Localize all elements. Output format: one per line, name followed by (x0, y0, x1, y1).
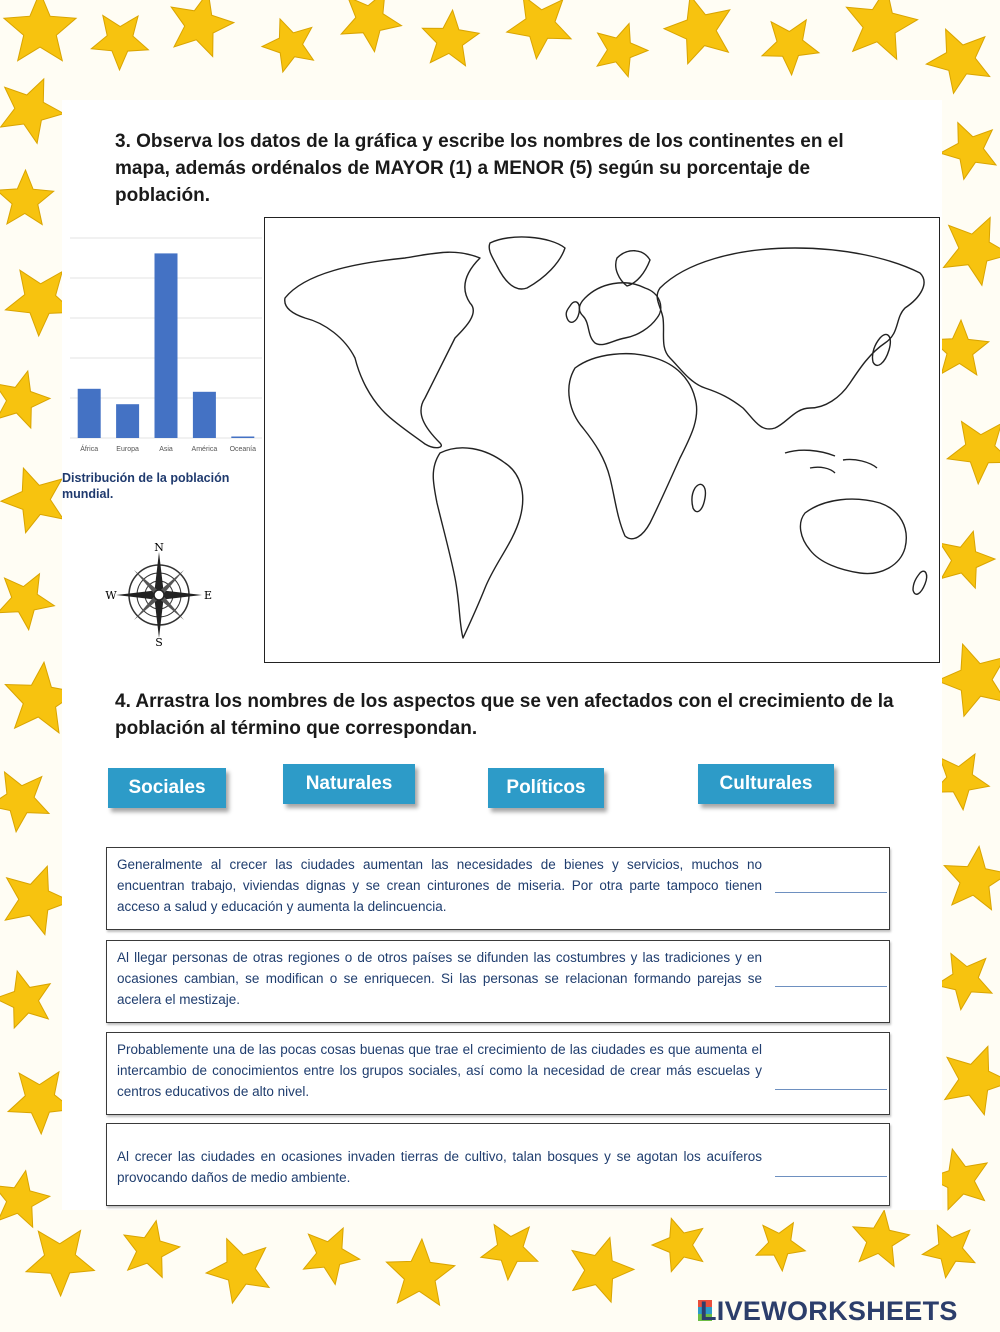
compass-west: W (105, 589, 117, 602)
population-bar-chart (62, 233, 267, 463)
star-icon (937, 644, 1000, 716)
world-map-outline (265, 218, 940, 663)
tag-sociales[interactable]: Sociales (108, 768, 226, 808)
star-icon (422, 10, 479, 66)
star-icon (940, 123, 996, 180)
star-icon (0, 1171, 50, 1228)
tag-politicos[interactable]: Políticos (488, 768, 604, 808)
chart-caption: Distribución de la población mundial. (62, 471, 230, 501)
star-icon (0, 371, 50, 428)
star-icon (1, 468, 63, 533)
star-icon (124, 1221, 180, 1278)
star-icon (926, 29, 989, 93)
chart-tick-label-0: África (80, 446, 99, 453)
compass-rose-icon (104, 540, 214, 650)
world-map-drop-area[interactable] (264, 217, 940, 663)
card-2 (106, 940, 890, 1023)
chart-bar-1 (116, 404, 139, 438)
chart-bar-4 (231, 437, 254, 439)
star-icon (386, 1239, 454, 1305)
star-icon (846, 0, 917, 59)
star-icon (341, 0, 401, 52)
star-icon (944, 217, 1000, 285)
chart-tick-label-3: América (191, 446, 218, 453)
compass-north: N (154, 541, 164, 554)
chart-bar-2 (155, 253, 178, 438)
chart-tick-label-1: Europa (116, 446, 139, 453)
question-4-text: 4. Arrastra los nombres de los aspectos que se ven afectados con el crecimiento de la población al término que correspondan. (115, 691, 894, 739)
star-icon (664, 0, 730, 64)
card-2-text: Al llegar personas de otras regiones o de otros países se difunden las costumbres y las tradiciones y en ocasiones cambian, se modifican o se enriquecen. Si las personas se relacionan formando parejas se acelera el mestizaje. (117, 950, 762, 1007)
star-icon (507, 0, 571, 59)
star-icon (171, 0, 234, 57)
star-icon (1, 79, 64, 143)
star-icon (206, 1239, 269, 1303)
chart-bar-0 (78, 389, 101, 438)
chart-tick-label-2: Asia (159, 446, 173, 453)
star-icon (262, 19, 314, 72)
card-1-text: Generalmente al crecer las ciudades aumentan las necesidades de bienes y servicios, muchos no encuentran trabajo, viviendas dignas y se crean cinturones de miseria. Por otra parte tampoco tienen acceso a salud y educación y aumenta la delincuencia. (117, 857, 762, 914)
star-icon (91, 15, 148, 70)
star-icon (0, 772, 49, 832)
card-2-answer-blank[interactable] (775, 986, 887, 987)
compass-east: E (203, 589, 213, 602)
compass-south: S (155, 636, 163, 649)
card-4-answer-blank[interactable] (775, 1176, 887, 1177)
tag-naturales[interactable]: Naturales (283, 764, 415, 804)
star-icon (940, 531, 995, 588)
card-3 (106, 1032, 890, 1115)
chart-bar-3 (193, 392, 216, 438)
star-icon (304, 1228, 360, 1285)
star-icon (936, 954, 993, 1010)
card-3-text: Probablemente una de las pocas cosas buenas que trae el crecimiento de las ciudades es que aumenta el intercambio de conocimientos entre los grupos sociales, así como la necesidad de crear más escuelas y centros educativos de alto nivel. (117, 1042, 762, 1099)
chart-tick-label-4: Oceanía (229, 446, 257, 453)
star-icon (481, 1225, 538, 1280)
question-3-text: 3. Observa los datos de la gráfica y escribe los nombres de los continentes en el mapa, además ordénalos de MAYOR (1) a MENOR (5) según su porcentaje de población. (115, 131, 844, 206)
star-icon (26, 1231, 94, 1297)
star-icon (4, 0, 76, 61)
liveworksheets-logo[interactable]: LIVEWORKSHEETS (700, 1296, 958, 1326)
star-icon (0, 170, 54, 225)
star-icon (0, 574, 54, 630)
star-icon (652, 1218, 703, 1271)
star-icon (853, 1210, 910, 1266)
card-4-text: Al crecer las ciudades en ocasiones invaden tierras de cultivo, talan bosques y se agotan los acuíferos provocando daños de medio ambiente. (117, 1149, 762, 1185)
star-icon (572, 1238, 634, 1303)
star-icon (944, 846, 1000, 909)
card-3-answer-blank[interactable] (775, 1089, 887, 1090)
card-4 (106, 1123, 890, 1206)
card-1-answer-blank[interactable] (775, 892, 887, 893)
tag-culturales[interactable]: Culturales (698, 764, 834, 804)
star-icon (947, 422, 1000, 485)
star-icon (0, 971, 50, 1028)
card-1 (106, 847, 890, 930)
star-icon (597, 24, 648, 77)
star-icon (945, 1046, 1000, 1114)
star-icon (756, 1223, 805, 1271)
star-icon (762, 20, 819, 75)
star-icon (922, 1225, 975, 1278)
